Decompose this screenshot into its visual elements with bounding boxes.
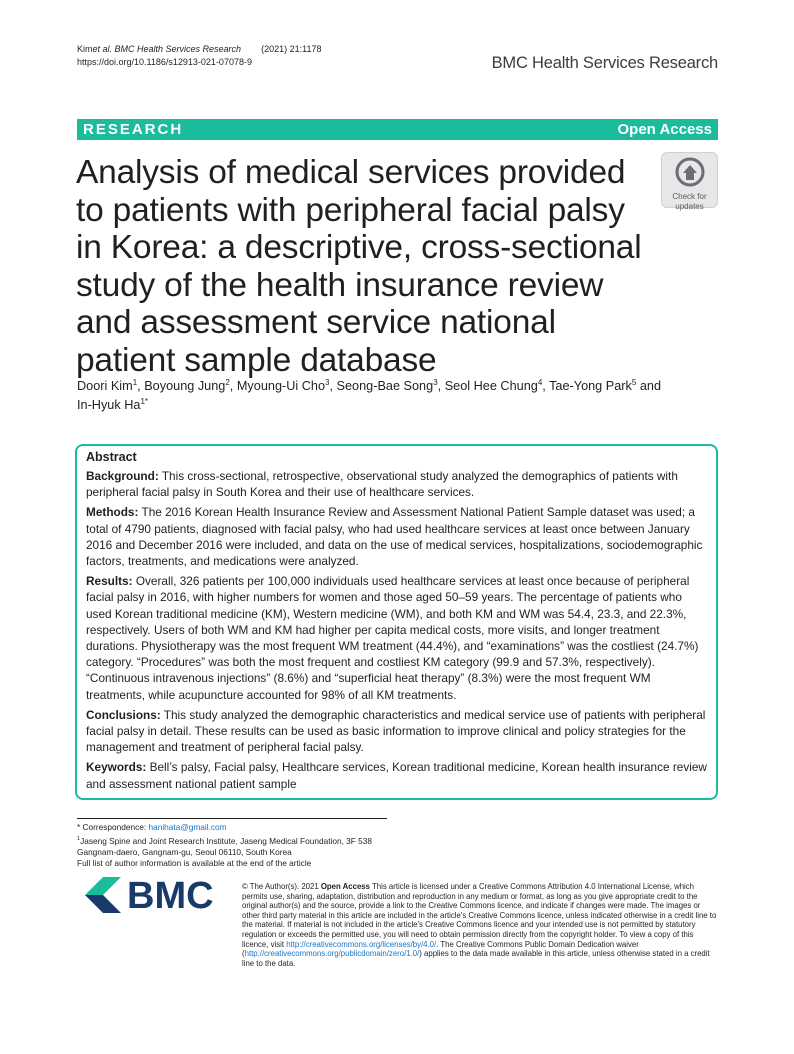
license-url-cc0[interactable]: http://creativecommons.org/publicdomain/zero/1.0/ [244,949,420,959]
article-type-banner [77,119,718,140]
keywords-label: Keywords: [86,760,147,775]
citation-year: (2021) 21:1178 [261,44,322,54]
author-name[interactable]: Seong-Bae Song [336,379,434,393]
author-name[interactable]: In-Hyuk Ha [77,398,141,412]
license-open-access: Open Access [320,882,370,891]
abstract-background [86,468,707,500]
abstract-results [86,573,707,703]
author-affiliation: 1* [140,396,149,406]
correspondence-email[interactable]: hanihata@gmail.com [148,822,227,832]
author-affiliation: 3 [433,377,438,387]
license-text-1: This article is licensed under a Creative Commons Attribution 4.0 International License, which permits use, sharing, adaptation, distribution and reproduction in any medium or format, as long as you give appropriate credit to the original author(s) and the source, provide a link to the Creative Commons licence, and indicate if changes were made. The images or other third party material in this article are included in the article's Creative Commons licence, unless indicated otherwise in a credit line to the material. If material is not included in the article's Creative Commons licence and your intended use is not permitted by statutory regulation or exceeds the permitted use, you will need to obtain permission directly from the copyright holder. To view a copy of this licence, visit [242,882,717,949]
abstract-keywords [86,759,707,791]
abstract-methods [86,504,707,569]
authors-joiner: and [639,379,662,393]
author-name[interactable]: Tae-Yong Park [549,379,632,393]
correspondence-label: * Correspondence: [77,822,149,832]
license-statement [242,882,720,968]
background-label: Background: [86,469,159,483]
conclusions-label: Conclusions: [86,707,161,722]
doi-link[interactable]: https://doi.org/10.1186/s12913-021-07078-9 [77,57,252,67]
results-label: Results: [86,574,133,589]
affiliation-text: Jaseng Spine and Joint Research Institute, Jaseng Medical Foundation, 3F 538 Gangnam-daero, Gangnam-gu, Seoul 06110, South Korea [77,835,373,857]
license-text-2: . The Creative Commons Public Domain Dedication waiver ( [242,939,639,959]
author-name[interactable]: Myoung-Ui Cho [236,379,326,393]
bmc-logo [85,877,225,913]
check-for-updates-icon [662,157,717,192]
license-text-3: ) applies to the data made available in this article, unless otherwise stated in a credit line to the data. [242,949,710,968]
author-name[interactable]: Seol Hee Chung [444,379,538,393]
citation-header [77,43,321,69]
check-for-updates-line1: Check for [672,192,707,201]
bmc-logo-text: BMC [127,877,214,913]
article-title: Analysis of medical services provided to patients with peripheral facial palsy in Korea: a descriptive, cross-sectional study of the health insurance review and assessment service national patient sample database [76,154,642,379]
methods-label: Methods: [86,505,139,520]
author-affiliation: 5 [631,377,637,387]
author-name[interactable]: Boyoung Jung [144,379,226,393]
correspondence-footnote [77,818,387,870]
background-text: This cross-sectional, retrospective, observational study analyzed the demographics of patients with peripheral facial palsy in South Korea and their use of healthcare services. [86,469,678,500]
results-text: Overall, 326 patients per 100,000 individuals used healthcare services at least once because of peripheral facial palsy in 2016, with higher numbers for women and those aged 50–59 years. The percentage of patients who used Korean traditional medicine (KM), Western medicine (WM), and both KM and WM was 54.4, 23.3, and 22.3%, respectively. Users of both WM and KM had higher per capita medical costs, more visits, and longer treatment durations. Physiotherapy was the most frequent WM treatment (44.4%), and “examinations” was the costliest (24.7%) category. “Procedures” was both the most frequent and costliest KM category (99.9 and 57.3%, respectively). “Continuous intravenous injections” (8.6%) and “superficial heat therapy” (8.3%) were the most frequent WM treatments, while acupuncture accounted for 98% of all KM treatments. [86,574,699,702]
abstract-conclusions [86,707,707,756]
citation-journal: et al. BMC Health Services Research [92,44,242,54]
conclusions-text: This study analyzed the demographic characteristics and medical service use of patients with peripheral facial palsy in detail. These results can be used as basic information to improve clinical and policy strategies for the management and treatment of peripheral facial palsy. [86,707,706,755]
affiliation-number: 1 [77,835,81,842]
methods-text: The 2016 Korean Health Insurance Review and Assessment National Patient Sample dataset was used; a total of 4790 patients, diagnosed with facial palsy, who had used healthcare services at least once between January 2016 and December 2016 were included, and data on the use of medical services, hospitalizations, sociodemographic factors, treatments, and medications were analyzed. [86,505,703,569]
open-access-label: Open Access [617,121,712,138]
check-for-updates-line2: updates [675,201,704,211]
journal-name: BMC Health Services Research [491,54,718,72]
author-affiliation: 3 [325,377,330,387]
abstract-box [75,444,718,800]
license-url-cc-by[interactable]: http://creativecommons.org/licenses/by/4.0/ [286,939,437,949]
article-type-label: RESEARCH [83,121,184,138]
author-list: Doori Kim$^1$, Boyoung Jung$^2$, Myoung-Ui Cho$^3$, Seong-Bae Song$^3$, Seol Hee Chung$^4$, Tae-Yong Park$^5$ and In-Hyuk $Ha^{1*}$ [77,377,662,412]
author-affiliation: 2 [225,377,230,387]
author-affiliation: 4 [537,377,543,387]
check-for-updates-badge[interactable] [661,152,718,211]
abstract-heading: Abstract [86,450,137,464]
keywords-text: Bell’s palsy, Facial palsy, Healthcare services, Korean traditional medicine, Korean health insurance review and assessment national patient sample [86,760,707,791]
more-author-info: Full list of author information is available at the end of the article [77,858,312,869]
author-affiliation: 1 [132,377,138,387]
citation-authors: Kim [77,44,93,54]
license-copyright: © The Author(s). 2021 [242,882,321,891]
author-name[interactable]: Doori Kim [77,379,133,393]
